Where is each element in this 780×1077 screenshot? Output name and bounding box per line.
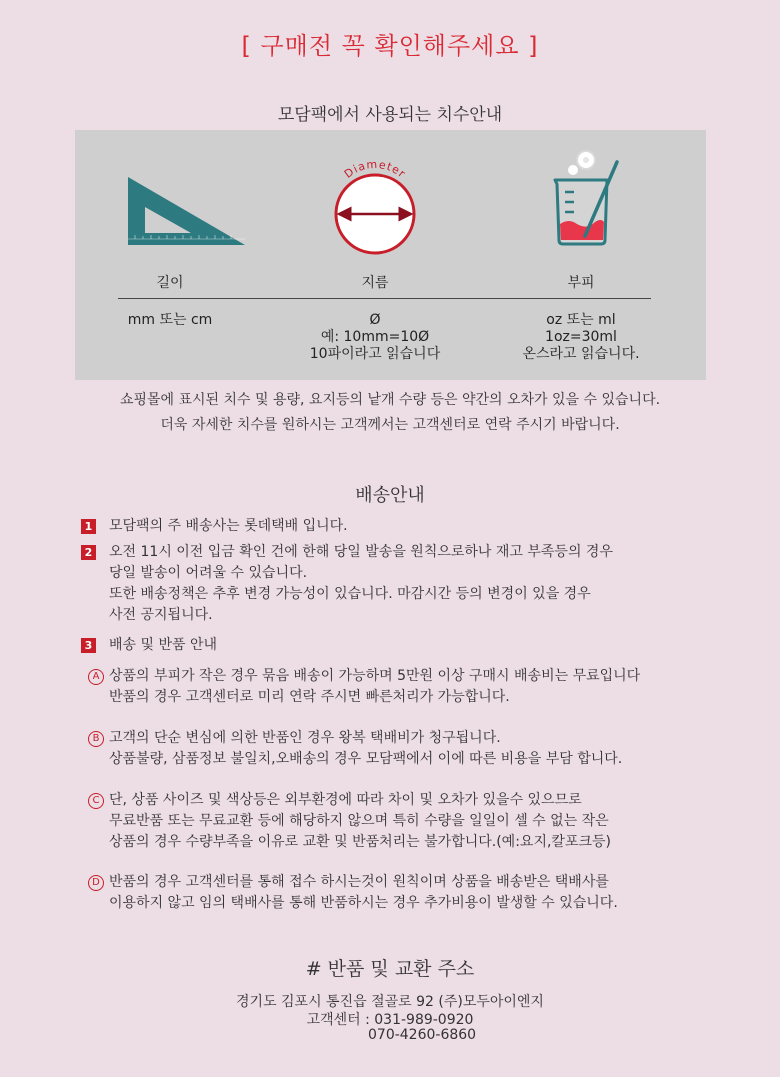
divider: [118, 298, 651, 299]
diameter-label-text: 지름: [361, 275, 389, 291]
return-address: 경기도 김포시 통진읍 절골로 92 (주)모두아이엔지: [236, 994, 544, 1010]
letter-badge: B: [88, 731, 104, 747]
number-badge: 2: [81, 545, 96, 560]
size-guide-heading: 모담팩에서 사용되는 치수안내: [277, 105, 503, 125]
return-address-heading: # 반품 및 교환 주소: [305, 958, 475, 980]
triangle-ruler-icon: [125, 175, 247, 251]
diameter-circle-icon: [325, 158, 425, 262]
volume-desc: oz 또는 ml 1oz=30ml 온스라고 읽습니다.: [522, 312, 640, 362]
size-note: 더욱 자세한 치수를 원하시는 고객께서는 고객센터로 연락 주시기 바랍니다.: [160, 417, 620, 433]
length-label: 길이: [156, 275, 184, 291]
letter-badge: C: [88, 793, 104, 809]
customer-center-phone: 고객센터 : 031-989-0920: [306, 1012, 474, 1028]
diameter-desc: Ø 예: 10mm=10Ø 10파이라고 읽습니다: [309, 312, 441, 362]
number-badge: 1: [81, 519, 96, 534]
diameter-label: Diameter: [341, 158, 409, 181]
page-title: [ 구매전 꼭 확인해주세요 ]: [241, 32, 539, 60]
number-badge: 3: [81, 638, 96, 653]
shipping-heading: 배송안내: [355, 485, 425, 506]
size-guide-panel: [75, 130, 706, 380]
size-note: 쇼핑몰에 표시된 치수 및 용량, 요지등의 낱개 수량 등은 약간의 오차가 있을 수 있습니다.: [119, 392, 661, 408]
letter-badge: D: [88, 875, 104, 891]
customer-center-phone-2: 070-4260-6860: [368, 1027, 477, 1043]
length-desc: mm 또는 cm: [127, 312, 213, 328]
volume-label: 부피: [567, 275, 595, 291]
beaker-icon: [545, 148, 625, 252]
letter-badge: A: [88, 669, 104, 685]
